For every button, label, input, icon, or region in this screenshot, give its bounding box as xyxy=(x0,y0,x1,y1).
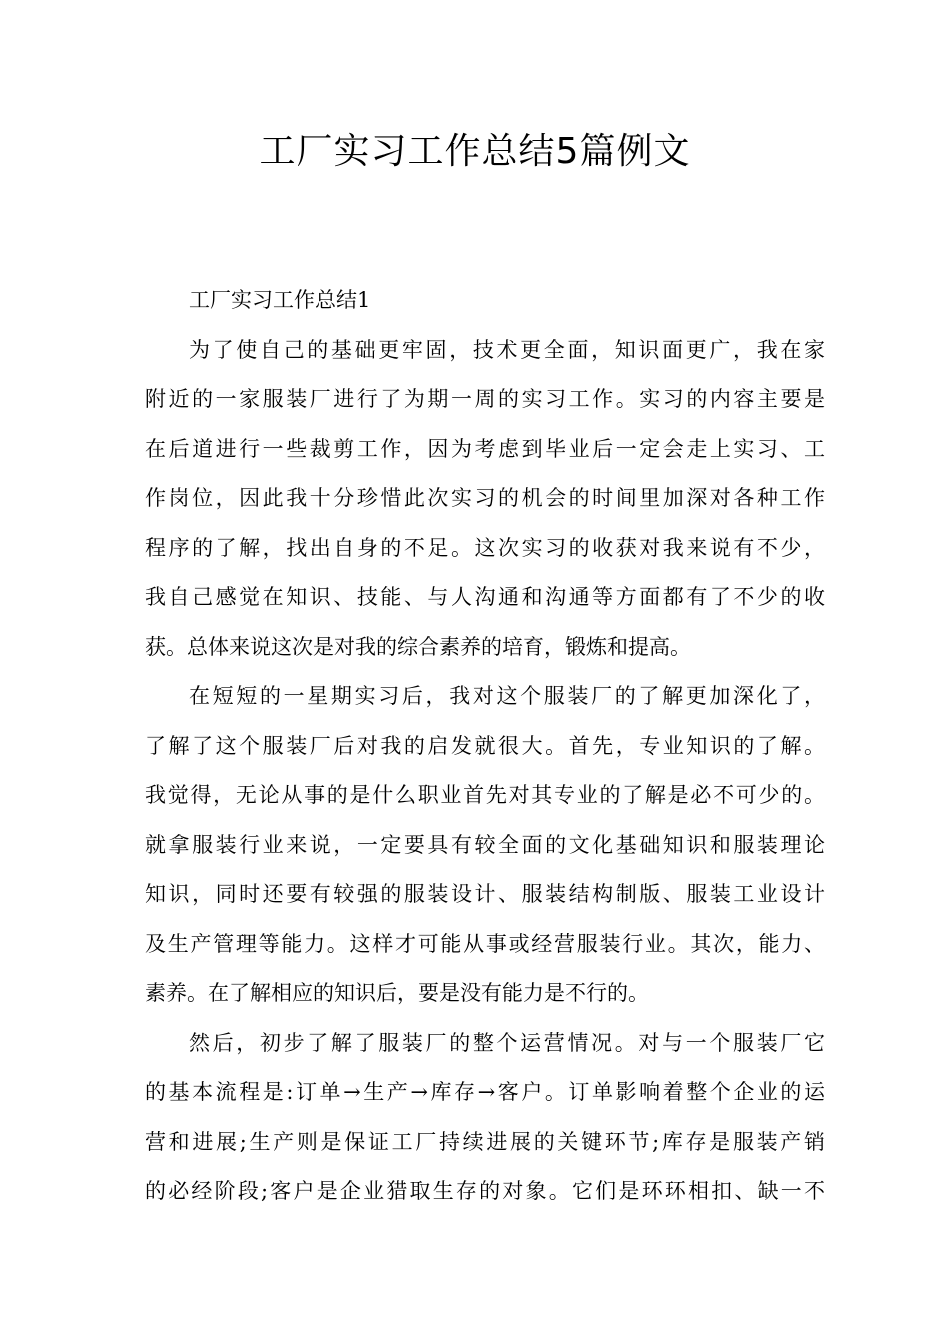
paragraph-line: 知识，同时还要有较强的服装设计、服装结构制版、服装工业设计 xyxy=(145,882,825,906)
paragraph-line: 我自己感觉在知识、技能、与人沟通和沟通等方面都有了不少的收 xyxy=(145,585,825,609)
paragraph-line: 获。总体来说这次是对我的综合素养的培育，锻炼和提高。 xyxy=(145,634,691,659)
document-body xyxy=(145,276,825,1217)
paragraph-line: 素养。在了解相应的知识后，要是没有能力是不行的。 xyxy=(145,981,649,1005)
section-heading: 工厂实习工作总结1 xyxy=(189,288,371,312)
paragraph-line: 营和进展;生产则是保证工厂持续进展的关键环节;库存是服装产销 xyxy=(145,1129,825,1154)
paragraph-line: 作岗位，因此我十分珍惜此次实习的机会的时间里加深对各种工作 xyxy=(145,486,825,510)
paragraph-line: 就拿服装行业来说，一定要具有较全面的文化基础知识和服装理论 xyxy=(145,832,825,857)
paragraph-line: 的必经阶段;客户是企业猎取生存的对象。它们是环环相扣、缺一不 xyxy=(145,1179,825,1203)
document-title: 工厂实习工作总结5篇例文 xyxy=(259,131,691,172)
paragraph-line: 程序的了解，找出自身的不足。这次实习的收获对我来说有不少， xyxy=(145,535,825,560)
paragraph-line: 在后道进行一些裁剪工作，因为考虑到毕业后一定会走上实习、工 xyxy=(145,436,825,461)
paragraph-3 xyxy=(145,1019,825,1217)
paragraph-line: 我觉得，无论从事的是什么职业首先对其专业的了解是必不可少的。 xyxy=(145,783,825,807)
paragraph-2 xyxy=(145,672,825,1019)
paragraph-line: 附近的一家服装厂进行了为期一周的实习工作。实习的内容主要是 xyxy=(145,387,825,411)
paragraph-line: 的基本流程是:订单→生产→库存→客户。订单影响着整个企业的运 xyxy=(145,1080,825,1104)
paragraph-line: 然后，初步了解了服装厂的整个运营情况。对与一个服装厂它 xyxy=(189,1030,825,1055)
paragraph-line: 及生产管理等能力。这样才可能从事或经营服装行业。其次，能力、 xyxy=(145,931,825,956)
paragraph-line: 了解了这个服装厂后对我的启发就很大。首先，专业知识的了解。 xyxy=(145,733,825,758)
paragraph-1 xyxy=(145,326,825,673)
paragraph-line: 在短短的一星期实习后，我对这个服装厂的了解更加深化了， xyxy=(189,684,825,708)
paragraph-line: 为了使自己的基础更牢固，技术更全面，知识面更广，我在家 xyxy=(189,337,825,362)
